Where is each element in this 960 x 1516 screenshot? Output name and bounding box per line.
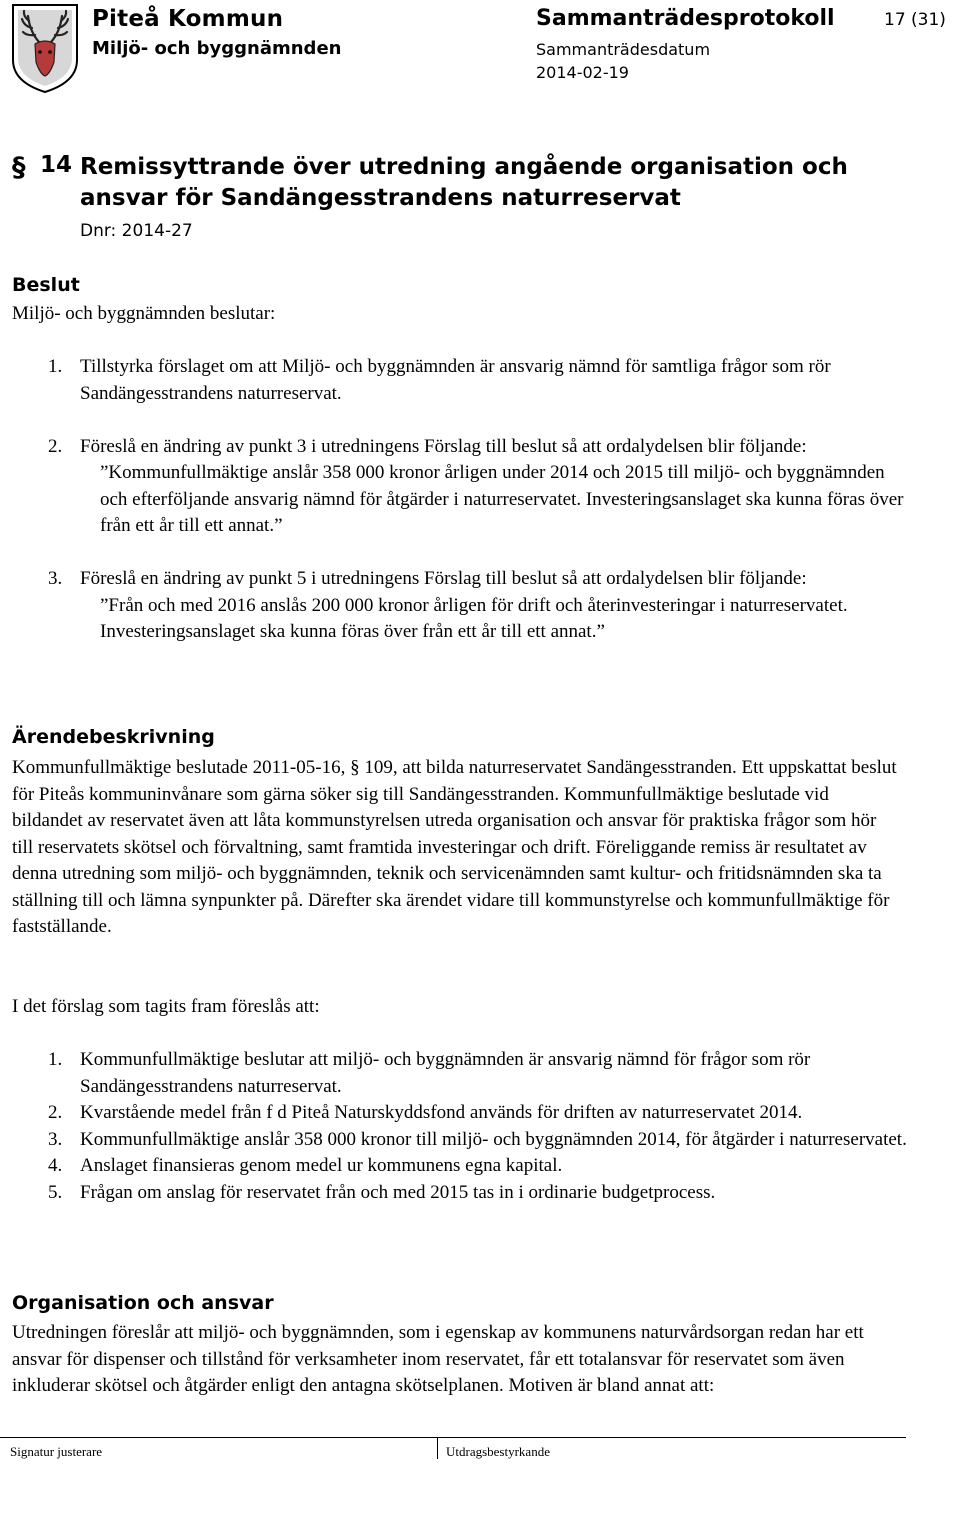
organisation-heading: Organisation och ansvar — [12, 1292, 274, 1314]
signature-field-label: Signatur justerare — [10, 1444, 103, 1459]
crest-reindeer-icon — [10, 2, 80, 94]
list-item — [12, 1153, 912, 1180]
extract-certification-label: Utdragsbestyrkande — [446, 1444, 550, 1459]
page-number: 17 (31) — [884, 10, 946, 30]
footer-separator — [437, 1437, 438, 1459]
list-item-text: Kommunfullmäktige anslår 358 000 kronor till miljö- och byggnämnden 2014, för åtgärder i naturreservatet. — [80, 1128, 907, 1150]
list-item-number: 3. — [48, 1128, 63, 1150]
beslut-list — [12, 354, 912, 646]
arende-paragraph: Kommunfullmäktige beslutade 2011-05-16, § 109, att bilda naturreservatet Sandängesstranden. Ett uppskattat beslut för Piteås kommuninvånare som gärna söker sig till Sandängesstranden. Kommunfullmäktige beslutade vid bildandet av reservatet även att låta kommunstyrelsen utreda organisation och ansvar för praktiska frågor som hör till reservatets skötsel och förvaltning, samt framtida investeringar och drift. Föreliggande remiss är resultatet av denna utredning som miljö- och byggnämnden, teknik och servicenämnden samt kultur- och fritidsnämnden ska ta ställning till och lämna synpunkter på. Därefter ska ärendet vidare till kommunstyrelse och kommunfullmäktige för fastställande. — [12, 757, 897, 937]
list-item-text: Frågan om anslag för reservatet från och med 2015 tas in i ordinarie budgetprocess. — [80, 1181, 716, 1203]
meeting-date: 2014-02-19 — [536, 63, 629, 82]
organization-name: Piteå Kommun — [92, 6, 284, 32]
list-item-text: Kvarstående medel från f d Piteå Naturskyddsfond används för driften av naturreservatet 2014. — [80, 1102, 803, 1123]
list-item — [12, 354, 912, 407]
list-item-text: Kommunfullmäktige beslutar att miljö- och byggnämnden är ansvarig nämnd för frågor som rör Sandängesstrandens naturreservat. — [80, 1049, 811, 1097]
list-item-number: 5. — [48, 1181, 63, 1203]
list-item — [12, 566, 912, 646]
footer-divider — [0, 1437, 906, 1438]
section-symbol: § — [12, 152, 26, 183]
quoted-wording: ”Kommunfullmäktige anslår 358 000 kronor årligen under 2014 och 2015 till miljö- och byggnämnden och efterföljande ansvarig nämnd för åtgärder i naturreservatet. Investeringsanslaget ska kunna föras över från ett år till ett annat.” — [100, 462, 904, 536]
organisation-paragraph: Utredningen föreslår att miljö- och byggnämnden, som i egenskap av kommunens naturvårdsorgan redan har ett ansvar för dispenser och tillstånd för verksamheter inom reservatet, får ett totalansvar för reservatet som även inkluderar skötsel och åtgärder enligt den antagna skötselplanen. Motiven är bland annat att: — [12, 1322, 864, 1396]
list-item-text: Föreslå en ändring av punkt 3 i utredningens Förslag till beslut så att ordalydelsen blir följande: — [80, 435, 807, 457]
section-number: 14 — [40, 152, 73, 178]
list-item-number: 2. — [48, 1102, 63, 1123]
arende-heading: Ärendebeskrivning — [12, 726, 215, 748]
proposal-list — [12, 1047, 912, 1206]
page-title: Remissyttrande över utredning angående organisation och ansvar för Sandängesstrandens naturreservat — [80, 154, 848, 211]
date-label: Sammanträdesdatum — [536, 40, 711, 59]
list-item-text: Tillstyrka förslaget om att Miljö- och byggnämnden är ansvarig nämnd för samtliga frågor som rör Sandängesstrandens naturreservat. — [80, 356, 831, 404]
beslut-intro: Miljö- och byggnämnden beslutar: — [12, 303, 276, 324]
list-item — [12, 1100, 912, 1127]
document-type: Sammanträdesprotokoll — [536, 6, 835, 31]
list-item — [12, 434, 912, 540]
list-item-number: 4. — [48, 1155, 63, 1176]
list-item-number: 2. — [48, 435, 63, 457]
beslut-heading: Beslut — [12, 274, 80, 296]
list-item-number: 3. — [48, 568, 63, 589]
diary-number: Dnr: 2014-27 — [80, 221, 193, 241]
list-item-number: 1. — [48, 356, 63, 377]
list-item — [12, 1127, 912, 1154]
list-item — [12, 1180, 912, 1207]
list-item-text: Anslaget finansieras genom medel ur kommunens egna kapital. — [80, 1155, 563, 1176]
list-item — [12, 1047, 912, 1100]
list-item-number: 1. — [48, 1049, 63, 1070]
proposal-intro: I det förslag som tagits fram föreslås att: — [12, 996, 320, 1017]
list-item-text: Föreslå en ändring av punkt 5 i utredningens Förslag till beslut så att ordalydelsen blir följande: — [80, 568, 807, 589]
quoted-wording: ”Från och med 2016 anslås 200 000 kronor årligen för drift och återinvesteringar i naturreservatet. Investeringsanslaget ska kunna föras över från ett år till ett annat.” — [100, 594, 848, 642]
department-name: Miljö- och byggnämnden — [92, 38, 342, 59]
